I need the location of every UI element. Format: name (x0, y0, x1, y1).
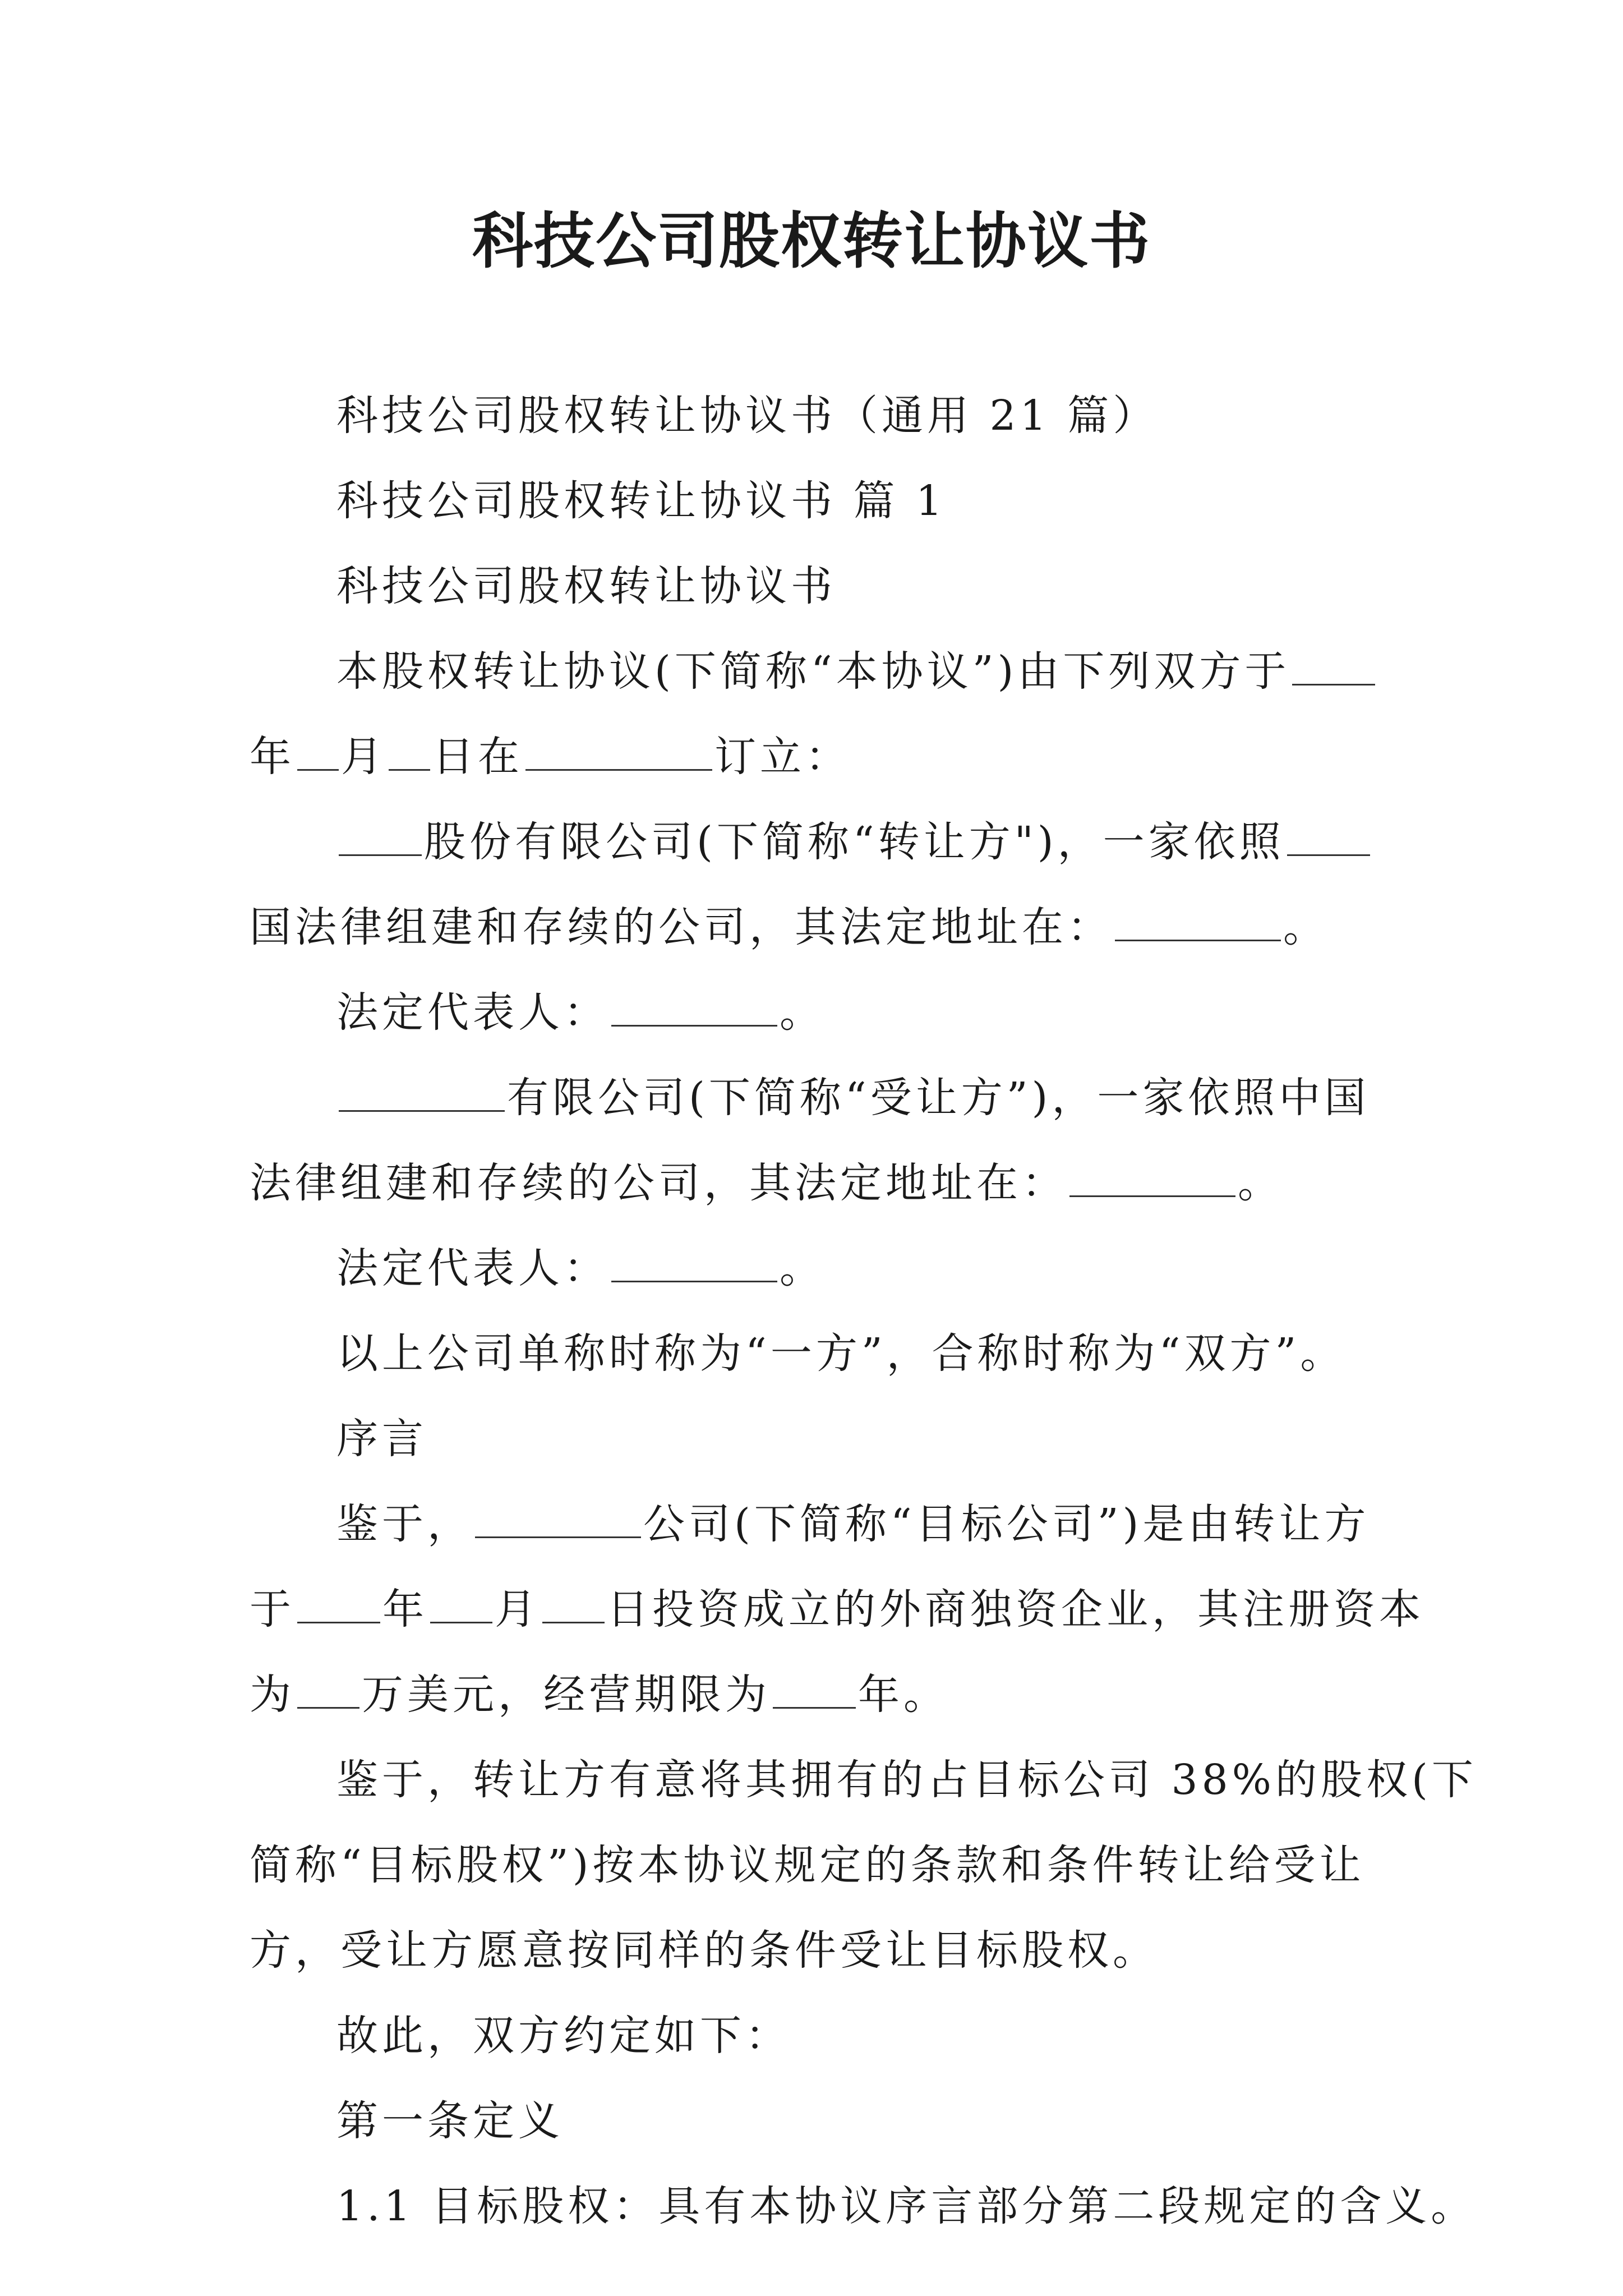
line-text: 公司(下简称“目标公司”)是由转让方 (643, 1500, 1370, 1548)
paragraph-line (250, 1226, 1399, 1311)
line-text: 以上公司单称时称为“一方”，合称时称为“双方”。 (336, 1329, 1346, 1378)
fill-in-blank (430, 1621, 492, 1623)
line-text: 于 (250, 1585, 295, 1634)
fill-in-blank (773, 1706, 856, 1709)
line-text: 科技公司股权转让协议书 篇 1 (336, 477, 947, 525)
paragraph-line (250, 373, 1399, 458)
document-body (250, 373, 1477, 2249)
paragraph-line (250, 2078, 1399, 2164)
line-text: 月 (341, 733, 386, 781)
fill-in-blank (525, 769, 712, 771)
line-text: 方，受让方愿意按同样的条件受让目标股权。 (250, 1926, 1158, 1975)
line-text: 有限公司(下简称“受让方”)，一家依照中国 (507, 1074, 1370, 1122)
fill-in-blank (611, 1280, 777, 1282)
paragraph-line (250, 1481, 1399, 1567)
line-text: 法律组建和存续的公司，其法定地址在： (250, 1159, 1067, 1207)
fill-in-blank (297, 1621, 380, 1623)
paragraph-line (250, 970, 1399, 1055)
line-text: 年 (250, 733, 295, 781)
line-text: 为 (250, 1671, 295, 1719)
line-text: 订立： (714, 733, 851, 781)
fill-in-blank (389, 769, 430, 771)
fill-in-blank (1292, 683, 1375, 685)
paragraph-line (250, 1140, 1399, 1226)
fill-in-blank (542, 1621, 605, 1623)
line-text: 1.1 目标股权：具有本协议序言部分第二段规定的含义。 (336, 2182, 1477, 2230)
line-text: 鉴于，转让方有意将其拥有的占目标公司 38%的股权(下 (336, 1756, 1477, 1804)
fill-in-blank (1115, 939, 1281, 941)
line-text: 。 (1283, 903, 1329, 951)
line-text: 年。 (858, 1671, 949, 1719)
fill-in-blank (339, 1110, 505, 1112)
line-text: 。 (780, 988, 825, 1037)
fill-in-blank (297, 769, 339, 771)
line-text: 第一条定义 (336, 2097, 564, 2145)
line-text: 鉴于， (336, 1500, 473, 1548)
paragraph-line (250, 1311, 1399, 1396)
paragraph-line (250, 458, 1399, 544)
line-text: 科技公司股权转让协议书 (336, 562, 836, 610)
paragraph-line (250, 799, 1399, 885)
line-text: 序言 (336, 1415, 427, 1463)
paragraph-line (250, 2164, 1477, 2249)
line-text: 股份有限公司(下简称“转让方")，一家依照 (424, 818, 1285, 866)
paragraph-line (250, 1055, 1399, 1140)
paragraph-line (250, 1823, 1399, 1908)
paragraph-line (250, 1993, 1399, 2078)
line-text: 法定代表人： (336, 988, 609, 1037)
line-text: 日在 (432, 733, 523, 781)
line-text: 法定代表人： (336, 1244, 609, 1292)
document-title: 科技公司股权转让协议书 (472, 206, 1151, 277)
paragraph-line (250, 714, 1399, 799)
line-text: 简称“目标股权”)按本协议规定的条款和条件转让给受让 (250, 1841, 1365, 1889)
line-text: 万美元，经营期限为 (362, 1671, 771, 1719)
fill-in-blank (611, 1024, 777, 1027)
line-text: 故此，双方约定如下： (336, 2012, 791, 2060)
line-text: 本股权转让协议(下简称“本协议”)由下列双方于 (336, 647, 1290, 696)
fill-in-blank (339, 854, 422, 856)
paragraph-line (250, 1396, 1399, 1481)
fill-in-blank (1287, 854, 1370, 856)
line-text: 月 (495, 1585, 540, 1634)
line-text: 日投资成立的外商独资企业，其注册资本 (607, 1585, 1424, 1634)
line-text: 。 (780, 1244, 825, 1292)
paragraph-line (250, 885, 1399, 970)
fill-in-blank (297, 1706, 359, 1709)
line-text: 科技公司股权转让协议书（通用 21 篇） (336, 392, 1159, 440)
paragraph-line (250, 544, 1399, 629)
paragraph-line (250, 629, 1399, 714)
paragraph-line (250, 1567, 1424, 1652)
paragraph-line (250, 1737, 1477, 1823)
line-text: 。 (1238, 1159, 1283, 1207)
fill-in-blank (1069, 1195, 1235, 1197)
paragraph-line (250, 1908, 1399, 1993)
fill-in-blank (475, 1536, 641, 1538)
paragraph-line (250, 1652, 1399, 1737)
line-text: 国法律组建和存续的公司，其法定地址在： (250, 903, 1113, 951)
line-text: 年 (382, 1585, 428, 1634)
